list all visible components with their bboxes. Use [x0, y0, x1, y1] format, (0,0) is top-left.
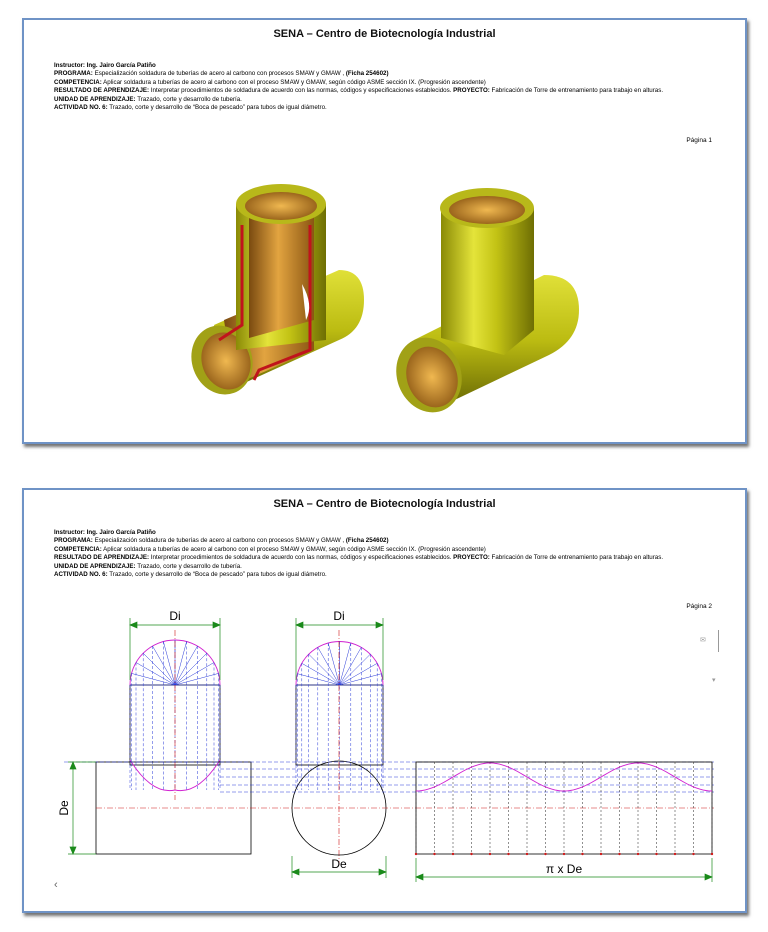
development-mark	[526, 853, 528, 855]
competencia-line: COMPETENCIA: Aplicar soldadura a tuberías de acero al carbono con el proceso SMAW y GMAW, según código ASME sección IX. (Progresión ascendente)	[54, 545, 486, 553]
development-mark	[563, 853, 565, 855]
pipe-tee-illustration	[24, 20, 745, 442]
construction-ray	[318, 647, 340, 685]
development-mark	[674, 853, 676, 855]
development-mark	[489, 853, 491, 855]
de-label-vertical: De	[57, 800, 71, 816]
development-mark	[618, 853, 620, 855]
actividad-line: ACTIVIDAD NO. 6: Trazado, corte y desarrollo de “Boca de pescado” para tubos de igual diámetro.	[54, 571, 327, 579]
resultado-line: RESULTADO DE APRENDIZAJE: Interpretar procedimientos de soldadura de acuerdo con las normas, códigos y especificaciones establecidos. PROYECTO: Fabricación de Torre de entrenamiento para trabajo en alturas.	[54, 87, 664, 95]
page-title: SENA – Centro de Biotecnología Industrial	[273, 498, 496, 510]
development-mark	[692, 853, 694, 855]
construction-ray	[298, 674, 340, 685]
unidad-line: UNIDAD DE APRENDIZAJE: Trazado, corte y desarrollo de tubería.	[54, 562, 242, 570]
development-mark	[655, 853, 657, 855]
cutaway-tee-3d	[182, 184, 364, 403]
di-label-front: Di	[169, 609, 181, 623]
construction-ray	[340, 674, 382, 685]
projection-lines	[64, 762, 714, 792]
pin-marker-icon[interactable]: ▾	[712, 677, 716, 684]
construction-ray	[175, 653, 207, 685]
construction-ray	[302, 663, 340, 685]
page-title: SENA – Centro de Biotecnología Industrial	[273, 28, 496, 40]
dimension-lines	[68, 618, 712, 882]
development-mark	[433, 853, 435, 855]
development-mark	[581, 853, 583, 855]
document-page-2	[22, 488, 747, 913]
construction-ray	[163, 642, 175, 686]
construction-ray	[136, 663, 175, 686]
construction-ray	[175, 673, 219, 685]
unidad-line: UNIDAD DE APRENDIZAJE: Trazado, corte y desarrollo de tubería.	[54, 95, 242, 103]
development-mark	[415, 853, 417, 855]
previous-page-icon[interactable]: ‹	[54, 879, 58, 891]
development-mark	[637, 853, 639, 855]
programa-line: PROGRAMA: Especialización soldadura de tuberías de acero al carbono con procesos SMAW y GMAW , (Ficha 254602)	[54, 70, 389, 78]
construction-ray	[132, 673, 176, 685]
page-number: Página 2	[686, 603, 712, 610]
pi-de-label: π x De	[545, 862, 583, 876]
development-mark	[452, 853, 454, 855]
development-mark	[600, 853, 602, 855]
resultado-line: RESULTADO DE APRENDIZAJE: Interpretar procedimientos de soldadura de acuerdo con las normas, códigos y especificaciones establecidos. PROYECTO: Fabricación de Torre de entrenamiento para trabajo en alturas.	[54, 554, 664, 562]
construction-ray	[175, 663, 214, 686]
construction-ray	[175, 642, 187, 686]
fishmouth-development	[415, 762, 713, 855]
construction-ray	[340, 663, 378, 685]
development-mark	[470, 853, 472, 855]
finished-tee-3d	[386, 188, 579, 422]
fishmouth-technical-drawing	[24, 490, 745, 911]
document-page-1	[22, 18, 747, 444]
branch-pipe-elevation	[130, 630, 220, 800]
development-mark	[544, 853, 546, 855]
construction-ray	[340, 643, 351, 685]
development-mark	[711, 853, 713, 855]
actividad-line: ACTIVIDAD NO. 6: Trazado, corte y desarrollo de “Boca de pescado” para tubos de igual diámetro.	[54, 104, 327, 112]
competencia-line: COMPETENCIA: Aplicar soldadura a tuberías de acero al carbono con el proceso SMAW y GMAW, según código ASME sección IX. (Progresión ascendente)	[54, 78, 486, 86]
construction-ray	[153, 646, 176, 685]
construction-ray	[309, 654, 340, 685]
de-label-horizontal: De	[331, 857, 347, 871]
comment-marker-icon[interactable]: ✉	[700, 637, 706, 644]
construction-ray	[143, 653, 175, 685]
programa-line: PROGRAMA: Especialización soldadura de tuberías de acero al carbono con procesos SMAW y GMAW , (Ficha 254602)	[54, 537, 389, 545]
construction-ray	[328, 643, 339, 685]
construction-ray	[175, 646, 198, 685]
di-label-side: Di	[333, 609, 345, 623]
branch-pipe-side-view	[292, 630, 386, 865]
instructor-line: Instructor: Ing. Jairo García Patiño	[54, 62, 156, 69]
page-number: Página 1	[686, 137, 712, 144]
instructor-line: Instructor: Ing. Jairo García Patiño	[54, 529, 156, 536]
development-mark	[507, 853, 509, 855]
